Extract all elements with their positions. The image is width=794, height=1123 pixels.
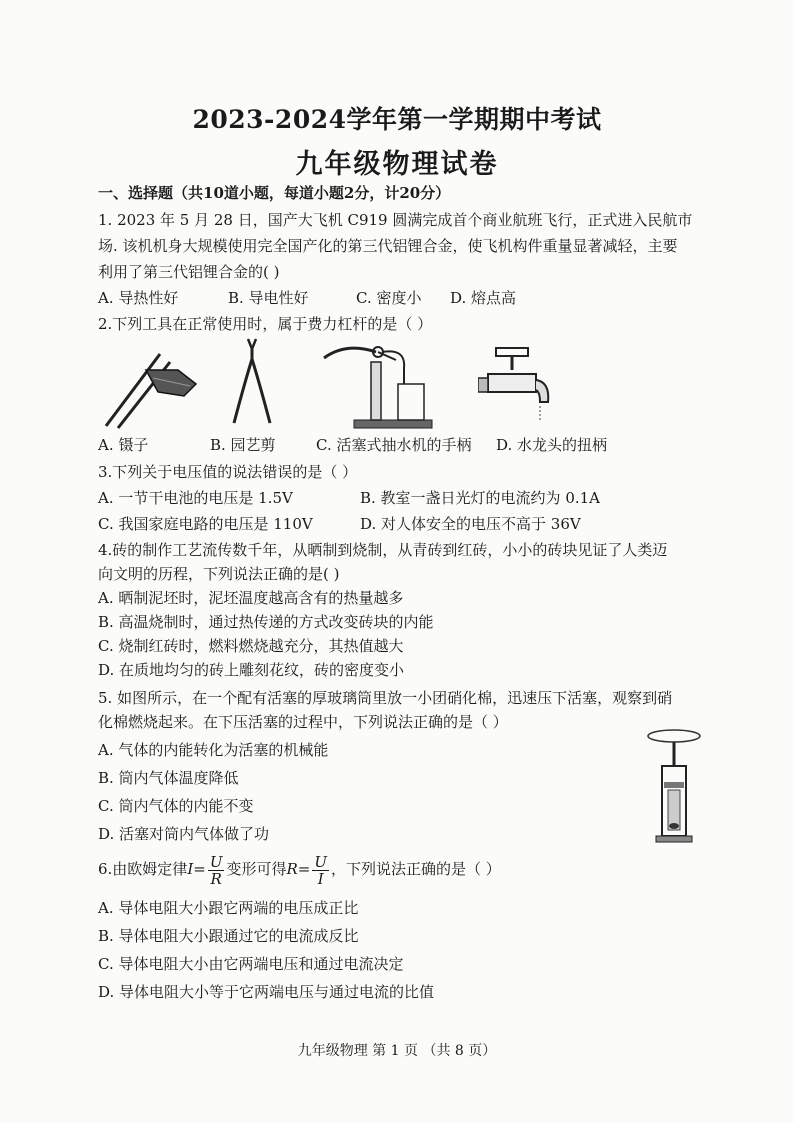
q5-line1: 5. 如图所示，在一个配有活塞的厚玻璃筒里放一小团硝化棉，迅速压下活塞，观察到硝 <box>98 689 673 707</box>
q1-option-b: B. 导电性好 <box>228 289 309 307</box>
q2-option-b: B. 园艺剪 <box>210 436 276 454</box>
q6-mid: 变形可得 <box>226 860 287 878</box>
q5-option-c: C. 筒内气体的内能不变 <box>98 797 254 815</box>
q6-stem <box>98 852 501 887</box>
q4-option-b: B. 高温烧制时，通过热传递的方式改变砖块的内能 <box>98 613 434 631</box>
q6-eq-1: = <box>193 860 206 878</box>
q2-option-a: A. 镊子 <box>98 436 149 454</box>
q5-option-d: D. 活塞对筒内气体做了功 <box>98 825 270 843</box>
tweezers-figure <box>98 340 208 430</box>
q1-line2: 场. 该机机身大规模使用完全国产化的第三代铝锂合金，使飞机构件重量显著减轻，主要 <box>98 237 678 255</box>
q4-option-a: A. 晒制泥坯时，泥坯温度越高含有的热量越多 <box>98 589 404 607</box>
garden-shears-figure <box>222 335 282 430</box>
water-pump-figure <box>316 338 436 430</box>
faucet-figure <box>478 340 553 430</box>
q3-stem: 3.下列关于电压值的说法错误的是（ ） <box>98 463 358 481</box>
q6-option-b: B. 导体电阻大小跟通过它的电流成反比 <box>98 927 359 945</box>
q3-option-c: C. 我国家庭电路的电压是 110V <box>98 515 313 533</box>
q6-eq-2: = <box>297 860 311 878</box>
q6-var-i: I <box>187 860 194 878</box>
q6-frac1-denominator: R <box>210 869 222 888</box>
q6-frac2-denominator: I <box>317 869 324 888</box>
q2-stem: 2.下列工具在正常使用时，属于费力杠杆的是（ ） <box>98 315 433 333</box>
q6-suffix: ，下列说法正确的是（ ） <box>331 860 501 878</box>
q3-option-a: A. 一节干电池的电压是 1.5V <box>98 489 293 507</box>
q4-option-c: C. 烧制红砖时，燃料燃烧越充分，其热值越大 <box>98 637 404 655</box>
q6-frac1-numerator: U <box>209 852 223 871</box>
page-footer: 九年级物理 第 1 页 （共 8 页） <box>297 1043 497 1059</box>
q1-option-d: D. 熔点高 <box>450 289 517 307</box>
q4-line1: 4.砖的制作工艺流传数千年，从晒制到烧制，从青砖到红砖，小小的砖块见证了人类迈 <box>98 541 668 559</box>
q6-fraction-u-over-i <box>312 854 329 887</box>
q2-option-d: D. 水龙头的扭柄 <box>496 436 608 454</box>
glass-tube-piston-figure <box>640 726 710 846</box>
q6-option-c: C. 导体电阻大小由它两端电压和通过电流决定 <box>98 955 404 973</box>
q6-frac2-numerator: U <box>314 852 328 871</box>
q2-option-c: C. 活塞式抽水机的手柄 <box>316 436 472 454</box>
q6-var-r: R <box>286 860 298 878</box>
section-heading: 一、选择题（共10道小题，每道小题2分，计20分） <box>98 184 451 202</box>
q4-option-d: D. 在质地均匀的砖上雕刻花纹，砖的密度变小 <box>98 661 405 679</box>
q3-option-d: D. 对人体安全的电压不高于 36V <box>360 515 581 533</box>
q3-option-b: B. 教室一盏日光灯的电流约为 0.1A <box>360 489 601 507</box>
q1-line3: 利用了第三代铝锂合金的( ) <box>98 263 280 281</box>
q5-line2: 化棉燃烧起来。在下压活塞的过程中，下列说法正确的是（ ） <box>98 713 508 731</box>
q1-option-a: A. 导热性好 <box>98 289 179 307</box>
exam-subtitle: 九年级物理试卷 <box>295 149 499 180</box>
q1-option-c: C. 密度小 <box>356 289 422 307</box>
q5-option-b: B. 筒内气体温度降低 <box>98 769 239 787</box>
q5-option-a: A. 气体的内能转化为活塞的机械能 <box>98 741 329 759</box>
q6-option-a: A. 导体电阻大小跟它两端的电压成正比 <box>98 899 359 917</box>
q6-option-d: D. 导体电阻大小等于它两端电压与通过电流的比值 <box>98 983 435 1001</box>
q6-fraction-u-over-r <box>208 854 225 887</box>
q6-prefix: 6.由欧姆定律 <box>98 860 188 878</box>
exam-title: 2023-2024学年第一学期期中考试 <box>192 105 602 134</box>
q1-line1: 1. 2023 年 5 月 28 日，国产大飞机 C919 圆满完成首个商业航班飞行，正式进入民航市 <box>98 211 693 229</box>
q4-line2: 向文明的历程，下列说法正确的是( ) <box>98 565 340 583</box>
